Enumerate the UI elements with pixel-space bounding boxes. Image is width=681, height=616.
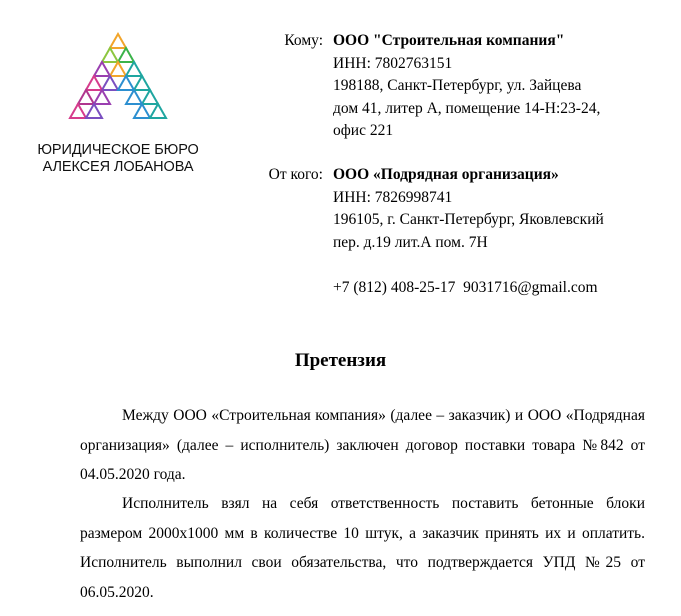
sender-contact: +7 (812) 408-25-17 9031716@gmail.com [333,278,598,296]
logo-line-1: ЮРИДИЧЕСКОЕ БЮРО [37,142,199,158]
sender-address-line-2: пер. д.19 лит.А пом. 7Н [333,233,488,251]
paragraph-1: Между ООО «Строительная компания» (далее – заказчик) и ООО «Подрядная организация» (далее – исполнитель) заключен договор поставки товара №842 от 04.05.2020 года. [80,407,645,483]
recipient-address-line-2: дом 41, литер А, помещение 14-Н:23-24, [333,99,601,117]
recipient-name: ООО "Строительная компания" [333,32,565,49]
recipient-label: Кому: [284,32,323,49]
recipient-address-line-3: офис 221 [333,122,394,139]
triangle-logo-icon [66,30,170,134]
sender-name: ООО «Подрядная организация» [333,166,559,183]
sender-inn: ИНН: 7826998741 [333,188,453,206]
sender-label: От кого: [268,166,323,183]
logo-line-2: АЛЕКСЕЯ ЛОБАНОВА [42,159,194,175]
logo-text [28,142,208,176]
document-title: Претензия [294,350,387,371]
recipient-address-line-1: 198188, Санкт-Петербург, ул. Зайцева [333,77,582,94]
recipient-details [333,30,643,143]
sender-address-line-1: 196105, г. Санкт-Петербург, Яковлевский [333,211,604,228]
sender-details [333,164,663,299]
paragraph-2: Исполнитель взял на себя ответственность поставить бетонные блоки размером 2000х1000 мм в количестве 10 штук, а заказчик принять их и оплатить. Исполнитель выполнил свои обязательства, что подтверждается УПД №25 от 06.05.2020. [80,495,645,601]
recipient-inn: ИНН: 7802763151 [333,54,453,72]
